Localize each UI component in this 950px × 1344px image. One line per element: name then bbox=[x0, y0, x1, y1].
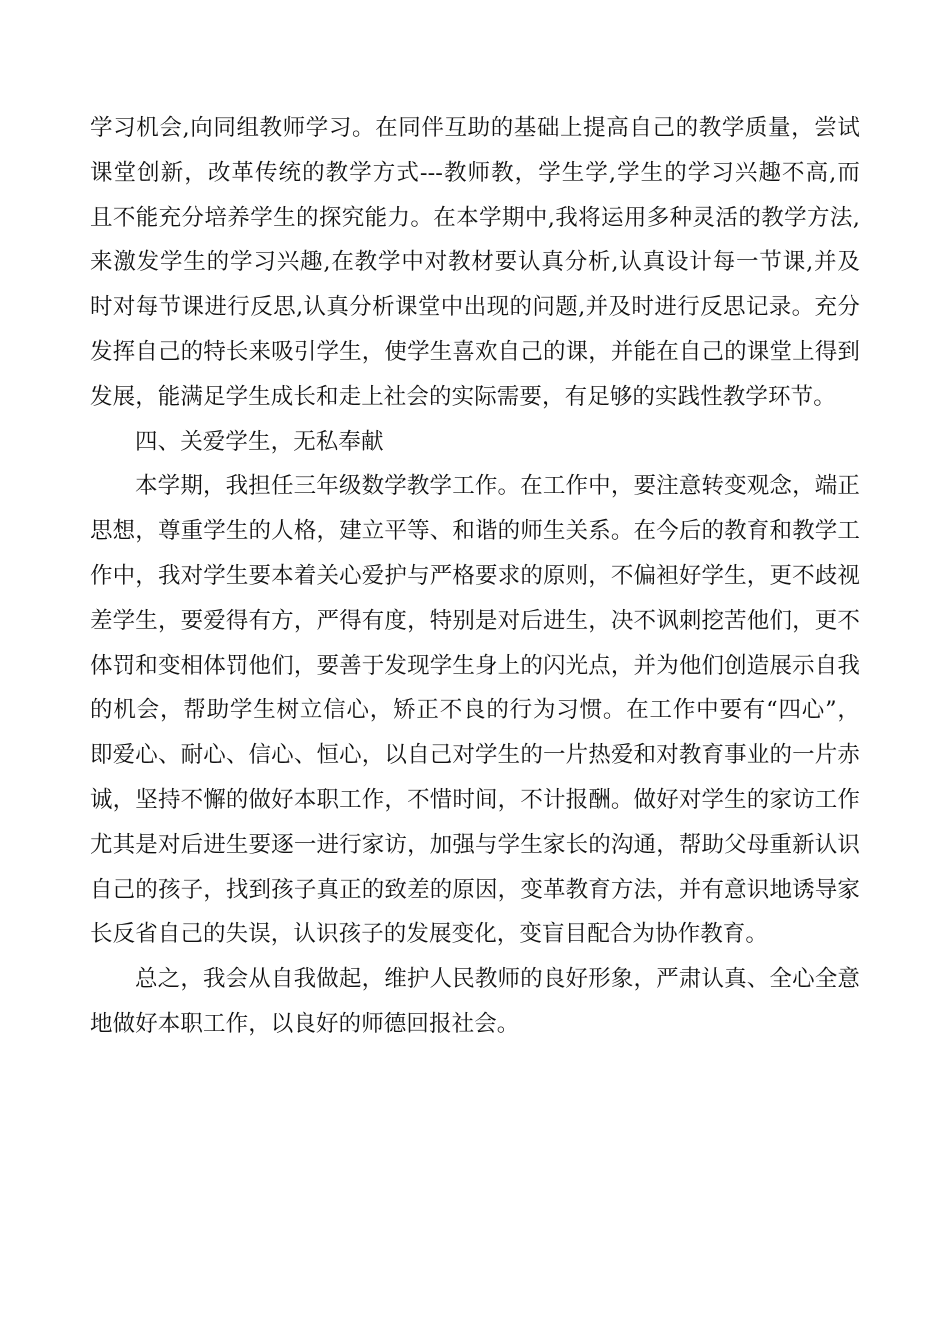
document-body bbox=[90, 106, 860, 1047]
paragraph-line: 自己的孩子，找到孩子真正的致差的原因，变革教育方法，并有意识地诱导家 bbox=[90, 876, 860, 903]
paragraph-line: 尤其是对后进生要逐一进行家访，加强与学生家长的沟通，帮助父母重新认识 bbox=[90, 831, 860, 858]
section-heading: 四、关爱学生，无私奉献 bbox=[135, 428, 384, 455]
paragraph-line: 差学生，要爱得有方，严得有度，特别是对后进生，决不讽刺挖苦他们，更不 bbox=[90, 607, 860, 634]
paragraph-line: 即爱心、耐心、信心、恒心，以自己对学生的一片热爱和对教育事业的一片赤 bbox=[90, 742, 860, 769]
paragraph-line: 发展，能满足学生成长和走上社会的实际需要，有足够的实践性教学环节。 bbox=[90, 383, 836, 410]
paragraph-line: 且不能充分培养学生的探究能力。在本学期中,我将运用多种灵活的教学方法, bbox=[90, 204, 860, 231]
paragraph-line: 学习机会,向同组教师学习。在同伴互助的基础上提高自己的教学质量，尝试 bbox=[90, 115, 860, 141]
paragraph-line: 来激发学生的学习兴趣,在教学中对教材要认真分析,认真设计每一节课,并及 bbox=[90, 249, 860, 276]
paragraph-line: 体罚和变相体罚他们，要善于发现学生身上的闪光点，并为他们创造展示自我 bbox=[90, 652, 860, 679]
paragraph-line: 地做好本职工作，以良好的师德回报社会。 bbox=[90, 1010, 520, 1037]
paragraph-line: 作中，我对学生要本着关心爱护与严格要求的原则，不偏袒好学生，更不歧视 bbox=[90, 562, 860, 589]
paragraph-line: 课堂创新，改革传统的教学方式---教师教，学生学,学生的学习兴趣不高,而 bbox=[90, 159, 860, 186]
paragraph-line: 发挥自己的特长来吸引学生，使学生喜欢自己的课，并能在自己的课堂上得到 bbox=[90, 338, 860, 365]
paragraph-line: 长反省自己的失误，认识孩子的发展变化，变盲目配合为协作教育。 bbox=[90, 921, 769, 948]
paragraph-line: 诚，坚持不懈的做好本职工作，不惜时间，不计报酬。做好对学生的家访工作 bbox=[90, 786, 860, 813]
paragraph-line: 思想，尊重学生的人格，建立平等、和谐的师生关系。在今后的教育和教学工 bbox=[90, 518, 860, 545]
paragraph-line: 的机会，帮助学生树立信心，矫正不良的行为习惯。在工作中要有“四心”， bbox=[90, 697, 860, 724]
paragraph-line: 本学期，我担任三年级数学教学工作。在工作中，要注意转变观念，端正 bbox=[135, 473, 860, 500]
paragraph-line: 总之，我会从自我做起，维护人民教师的良好形象，严肃认真、全心全意 bbox=[135, 966, 860, 993]
paragraph-line: 时对每节课进行反思,认真分析课堂中出现的问题,并及时进行反思记录。充分 bbox=[90, 294, 860, 321]
